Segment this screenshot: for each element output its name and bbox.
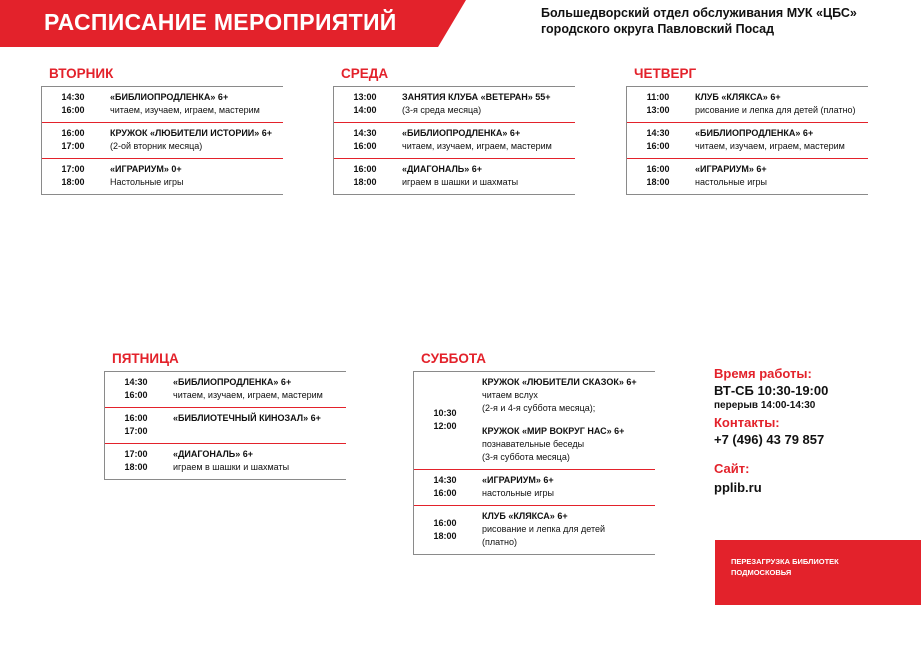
- end-time: 16:00: [61, 105, 85, 115]
- entry-times: [42, 163, 104, 189]
- end-time: 16:00: [124, 390, 148, 400]
- schedule-entry: [42, 87, 283, 123]
- page-title: РАСПИСАНИЕ МЕРОПРИЯТИЙ: [44, 9, 397, 35]
- schedule-entry: [105, 408, 346, 444]
- entry-times: [105, 376, 167, 402]
- day-title: ЧЕТВЕРГ: [634, 66, 697, 81]
- start-time: 16:00: [61, 128, 85, 138]
- break-value: перерыв 14:00-14:30: [714, 400, 816, 411]
- event-desc: играем в шашки и шахматы: [402, 177, 519, 187]
- schedule-entry: [414, 506, 655, 555]
- event-desc: рисование и лепка для детей: [482, 524, 606, 534]
- schedule-entry: [627, 87, 868, 123]
- event-title: «БИБЛИОПРОДЛЕНКА» 6+: [695, 128, 814, 138]
- event-desc: (платно): [482, 537, 518, 547]
- entry-events: [104, 163, 283, 189]
- event-desc: играем в шашки и шахматы: [173, 462, 290, 472]
- entry-times: [42, 91, 104, 117]
- day-friday: [104, 351, 346, 480]
- promo-line-1: ПЕРЕЗАГРУЗКА БИБЛИОТЕК: [731, 557, 839, 566]
- entry-times: [334, 91, 396, 117]
- end-time: 18:00: [353, 177, 377, 187]
- schedule-entry: [414, 372, 655, 470]
- event-title: КРУЖОК «ЛЮБИТЕЛИ ИСТОРИИ» 6+: [110, 128, 273, 138]
- end-time: 18:00: [433, 530, 457, 541]
- site-link[interactable]: pplib.ru: [714, 480, 762, 495]
- event-desc: читаем вслух: [482, 390, 538, 400]
- site-label: Сайт:: [714, 461, 750, 476]
- end-time: 13:00: [646, 105, 670, 115]
- entry-events: [476, 510, 655, 549]
- organization-line-1: Большедворский отдел обслуживания МУК «ЦБС»: [541, 6, 857, 20]
- day-title: ВТОРНИК: [49, 66, 114, 81]
- contacts-label: Контакты:: [714, 415, 780, 430]
- event-desc: читаем, изучаем, играем, мастерим: [110, 105, 260, 115]
- promo-banner: [715, 540, 921, 605]
- start-time: 14:30: [433, 475, 457, 485]
- start-time: 16:00: [124, 413, 148, 423]
- schedule-entry: [414, 470, 655, 506]
- entry-events: [476, 474, 655, 500]
- entry-times: [334, 163, 396, 189]
- entry-events: [689, 91, 868, 117]
- event-desc: Настольные игры: [110, 177, 184, 187]
- schedule-block: [626, 86, 868, 195]
- schedule-entry: [334, 123, 575, 159]
- event-title: «ДИАГОНАЛЬ» 6+: [173, 449, 254, 459]
- start-time: 14:30: [646, 128, 670, 138]
- entry-events: [167, 376, 346, 402]
- promo-line-2: ПОДМОСКОВЬЯ: [731, 568, 792, 577]
- event-desc: (3-я среда месяца): [402, 105, 482, 115]
- entry-times: [334, 127, 396, 153]
- schedule-entry: [42, 123, 283, 159]
- schedule-entry: [334, 87, 575, 123]
- event-title: «БИБЛИОТЕЧНЫЙ КИНОЗАЛ» 6+: [173, 413, 321, 423]
- schedule-entry: [105, 372, 346, 408]
- schedule-block: [104, 371, 346, 480]
- end-time: 18:00: [124, 462, 148, 472]
- start-time: 16:00: [353, 164, 377, 174]
- entry-times: [627, 127, 689, 153]
- start-time: 14:30: [353, 128, 377, 138]
- day-tuesday: [41, 66, 283, 195]
- start-time: 14:30: [124, 377, 148, 387]
- day-wednesday: [333, 66, 575, 195]
- entry-events: [167, 412, 346, 438]
- end-time: 18:00: [61, 177, 85, 187]
- start-time: 16:00: [433, 517, 457, 528]
- end-time: 17:00: [124, 426, 148, 436]
- schedule-block: [413, 371, 655, 555]
- start-time: 10:30: [433, 408, 457, 418]
- schedule-entry: [627, 159, 868, 195]
- event-title: КРУЖОК «МИР ВОКРУГ НАС» 6+: [482, 426, 625, 436]
- hours-label: Время работы:: [714, 366, 812, 381]
- end-time: 14:00: [353, 105, 377, 115]
- start-time: 17:00: [124, 449, 148, 459]
- event-desc: познавательные беседы: [482, 439, 585, 449]
- end-time: 12:00: [433, 421, 457, 431]
- event-title: КРУЖОК «ЛЮБИТЕЛИ СКАЗОК» 6+: [482, 377, 637, 387]
- entry-times: [627, 91, 689, 117]
- end-time: 17:00: [61, 141, 85, 151]
- schedule-block: [41, 86, 283, 195]
- start-time: 14:30: [61, 92, 85, 102]
- event-title: ЗАНЯТИЯ КЛУБА «ВЕТЕРАН» 55+: [402, 92, 551, 102]
- start-time: 16:00: [646, 164, 670, 174]
- event-desc: (2-я и 4-я суббота месяца);: [482, 403, 596, 413]
- event-title: «БИБЛИОПРОДЛЕНКА» 6+: [110, 92, 229, 102]
- entry-times: [414, 376, 476, 464]
- event-desc: рисование и лепка для детей (платно): [695, 105, 856, 115]
- event-spacer: [482, 415, 655, 425]
- end-time: 16:00: [646, 141, 670, 151]
- organization-line-2: городского округа Павловский Посад: [541, 22, 775, 36]
- event-desc: читаем, изучаем, играем, мастерим: [402, 141, 552, 151]
- end-time: 16:00: [433, 488, 457, 498]
- hours-value: ВТ-СБ 10:30-19:00: [714, 383, 829, 398]
- event-title: «БИБЛИОПРОДЛЕНКА» 6+: [402, 128, 521, 138]
- event-title: «БИБЛИОПРОДЛЕНКА» 6+: [173, 377, 292, 387]
- entry-events: [396, 91, 575, 117]
- organization-name: [541, 5, 857, 37]
- event-title: «ИГРАРИУМ» 6+: [482, 475, 554, 485]
- event-desc: настольные игры: [482, 488, 554, 498]
- day-title: СРЕДА: [341, 66, 389, 81]
- entry-times: [627, 163, 689, 189]
- event-title: КЛУБ «КЛЯКСА» 6+: [482, 511, 568, 521]
- schedule-entry: [627, 123, 868, 159]
- day-title: СУББОТА: [421, 351, 487, 366]
- start-time: 13:00: [353, 92, 377, 102]
- event-title: «ИГРАРИУМ» 6+: [695, 164, 767, 174]
- entry-events: [689, 127, 868, 153]
- promo-text: [731, 556, 881, 578]
- schedule-block: [333, 86, 575, 195]
- event-title: «ИГРАРИУМ» 0+: [110, 164, 182, 174]
- event-desc: (3-я суббота месяца): [482, 452, 570, 462]
- event-desc: читаем, изучаем, играем, мастерим: [695, 141, 845, 151]
- schedule-entry: [334, 159, 575, 195]
- schedule-entry: [42, 159, 283, 195]
- entry-times: [414, 510, 476, 549]
- day-thursday: [626, 66, 868, 195]
- entry-events: [104, 127, 283, 153]
- entry-events: [689, 163, 868, 189]
- start-time: 11:00: [646, 92, 670, 102]
- event-desc: настольные игры: [695, 177, 767, 187]
- entry-times: [105, 412, 167, 438]
- entry-times: [414, 474, 476, 500]
- event-desc: читаем, изучаем, играем, мастерим: [173, 390, 323, 400]
- entry-times: [42, 127, 104, 153]
- schedule-entry: [105, 444, 346, 480]
- end-time: 16:00: [353, 141, 377, 151]
- event-title: КЛУБ «КЛЯКСА» 6+: [695, 92, 781, 102]
- end-time: 18:00: [646, 177, 670, 187]
- day-title: ПЯТНИЦА: [112, 351, 179, 366]
- event-title: «ДИАГОНАЛЬ» 6+: [402, 164, 483, 174]
- entry-events: [104, 91, 283, 117]
- phone-number: +7 (496) 43 79 857: [714, 432, 825, 447]
- entry-events: [396, 163, 575, 189]
- entry-events: [476, 376, 655, 464]
- entry-events: [167, 448, 346, 474]
- contact-info: [714, 366, 828, 495]
- event-desc: (2-ой вторник месяца): [110, 141, 203, 151]
- start-time: 17:00: [61, 164, 85, 174]
- entry-times: [105, 448, 167, 474]
- entry-events: [396, 127, 575, 153]
- day-saturday: [413, 351, 655, 555]
